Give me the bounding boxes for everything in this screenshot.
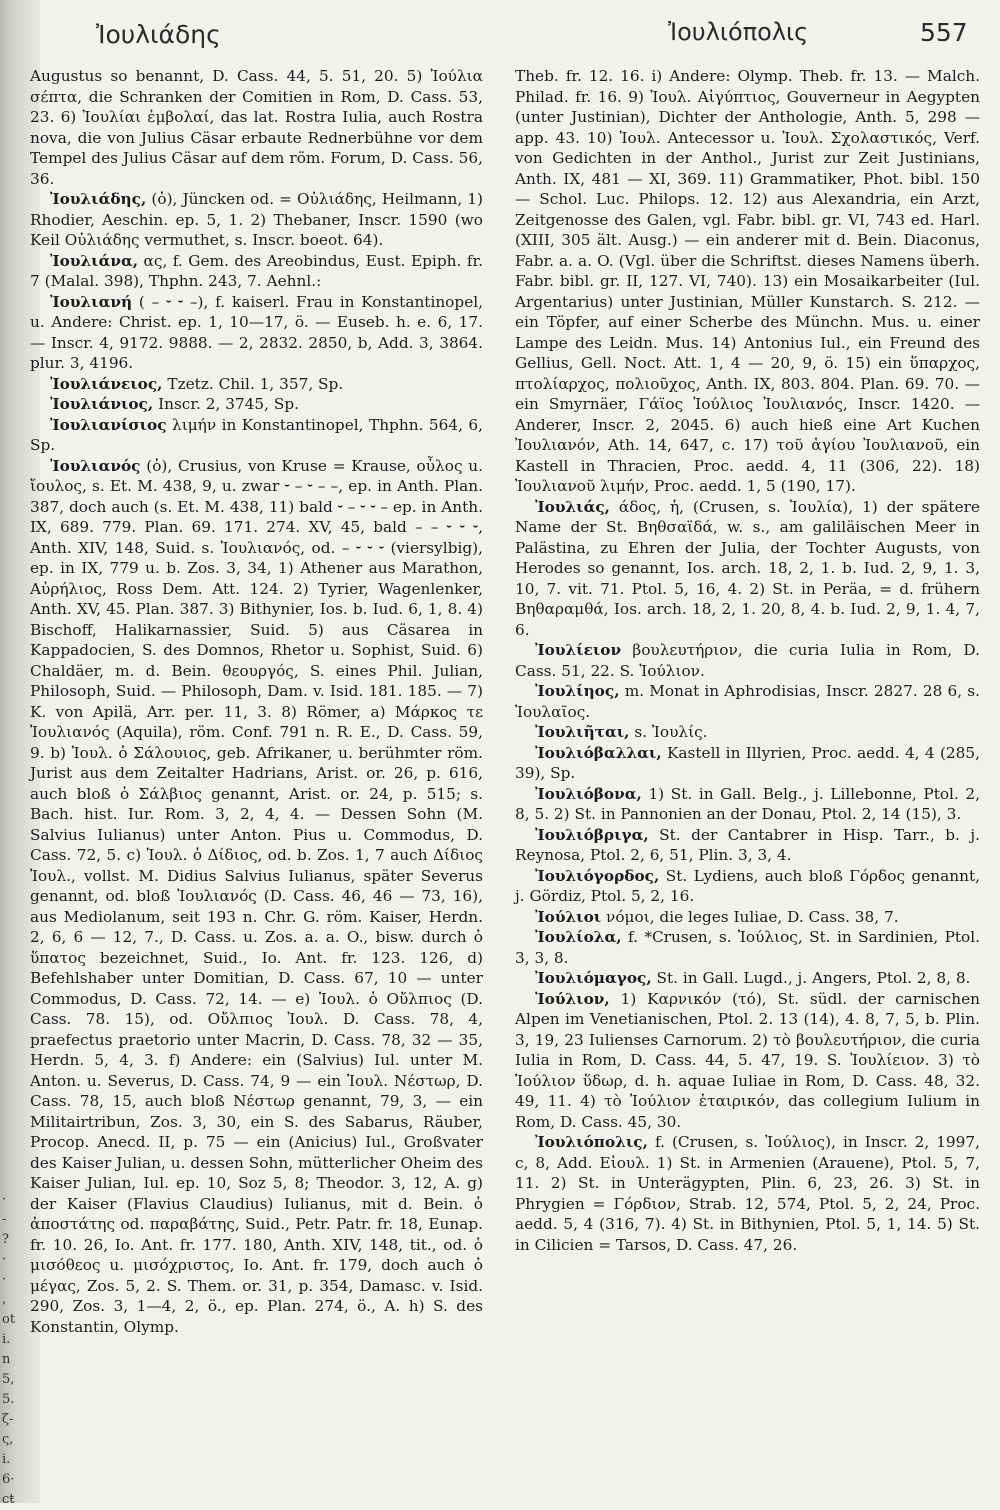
dictionary-entry <box>515 1132 980 1255</box>
entry-headword: Ἰουλιόβαλλαι, <box>535 743 662 762</box>
entry-body: s. Ἰουλίς. <box>629 723 708 741</box>
entry-body: St. der Cantabrer in Hisp. Tarr., b. j. Reynosa, Ptol. 2, 6, 51, Plin. 3, 3, 4. <box>515 825 980 864</box>
gutter-mark: , <box>2 1292 7 1307</box>
entry-headword: Ἰουλιόμαγος, <box>535 969 652 987</box>
dictionary-entry <box>515 681 980 722</box>
gutter-mark: ς, <box>2 1432 14 1447</box>
dictionary-entry <box>515 497 980 641</box>
dictionary-entry <box>515 640 980 681</box>
entry-headword: Ἰουλιανή <box>50 292 133 311</box>
dictionary-entry <box>515 784 980 825</box>
dictionary-entry <box>515 722 980 743</box>
dictionary-entry <box>30 374 483 395</box>
entry-headword: Ἰουλιάνειος, <box>50 374 163 393</box>
entry-body: St. Lydiens, auch bloß Γόρδος genannt, j. Gördiz, Ptol. 5, 2, 16. <box>515 866 980 905</box>
entry-body: Augustus so benannt, D. Cass. 44, 5. 51, 20. 5) Ἰούλια σέπτα, die Schranken der Comitien in Rom, D. Cass. 53, 23. 6) Ἰουλίαι ἐμβολαί, das lat. Rostra Iulia, auch Rostra nova, die von Julius Cäsar erbaute Rednerbühne vor dem Tempel des Julius Cäsar auf dem röm. Forum, D. Cass. 56, 36. <box>30 67 483 188</box>
entry-headword: Ἰουλιάνιος, <box>50 395 154 413</box>
entry-headword: Ἰουλιόγορδος, <box>535 866 660 885</box>
entry-body: λιμήν in Konstantinopel, Thphn. 564, 6, Sp. <box>30 415 483 454</box>
right-guideword: Ἰουλιόπολις <box>668 18 809 46</box>
gutter-mark: 5. <box>2 1392 15 1407</box>
dictionary-entry <box>515 927 980 968</box>
entry-headword: Ἰουλίειον <box>535 641 622 659</box>
gutter-mark: ot <box>2 1312 16 1327</box>
entry-headword: Ἰουλιανίσιος <box>50 415 167 434</box>
entry-headword: Ἰουλιόβονα, <box>535 784 642 803</box>
gutter-mark: cŧ <box>2 1492 15 1507</box>
entry-body: Inscr. 2, 3745, Sp. <box>153 395 299 413</box>
entry-body: νόμοι, die leges Iuliae, D. Cass. 38, 7. <box>601 907 899 926</box>
gutter-mark: n <box>2 1352 11 1367</box>
dictionary-entry <box>515 743 980 784</box>
page-number: 557 <box>920 18 968 47</box>
gutter-mark: · <box>2 1192 7 1207</box>
entry-body: m. Monat in Aphrodisias, Inscr. 2827. 28 6, s. Ἰουλαῖος. <box>515 682 980 721</box>
entry-headword: Ἰουλιόπολις, <box>535 1133 648 1151</box>
entry-body: ( – ⏑ ⏑ –), f. kaiserl. Frau in Konstantinopel, u. Andere: Christ. ep. 1, 10—17, ö. — Euseb. h. e. 6, 17. — Inscr. 4, 9172. 9888. — 2, 2832. 2850, b, Add. 3, 3864. plur. 3, 4196. <box>30 292 483 372</box>
dictionary-entry <box>30 456 483 1338</box>
entry-headword: Ἰουλιάνα, <box>50 251 139 270</box>
gutter-mark: 5, <box>2 1372 15 1387</box>
dictionary-entry <box>30 189 483 251</box>
entry-body: f. (Crusen, s. Ἰούλιος), in Inscr. 2, 1997, c, 8, Add. Εἰουλ. 1) St. in Armenien (Arauene), Ptol. 5, 7, 11. 2) St. in Unterägypten, Plin. 6, 23, 26. 3) St. in Phrygien = Γόρδιον, Strab. 12, 574, Ptol. 5, 2, 24, Proc. aedd. 5, 4 (316, 7). 4) St. in Bithynien, Ptol. 5, 1, 14. 5) St. in Cilicien = Tarsos, D. Cass. 47, 26. <box>515 1133 980 1254</box>
entry-body: 1) Καρνικόν (τό), St. südl. der carnischen Alpen im Venetianischen, Ptol. 2. 13 (14), 4. 8, 7, 5, b. Plin. 3, 19, 23 Iulienses Carnorum. 2) τὸ βουλευτήριον, die curia Iulia in Rom, D. Cass. 44, 5. 47, 19. S. Ἰουλίειον. 3) τὸ Ἰούλιον ὕδωρ, d. h. aquae Iuliae in Rom, D. Cass. 48, 32. 49, 11. 4) τὸ Ἰούλιον ἑταιρικόν, das collegium Iulium in Rom, D. Cass. 45, 30. <box>515 989 980 1131</box>
entry-headword: Ἰουλιῆται, <box>535 723 630 741</box>
dictionary-entry <box>515 825 980 866</box>
gutter-mark: ζ- <box>2 1412 14 1427</box>
dictionary-entry <box>515 989 980 1133</box>
previous-page-bleed-text <box>2 1190 16 1510</box>
entry-body: ας, f. Gem. des Areobindus, Eust. Epiph. fr. 7 (Malal. 398), Thphn. 243, 7. Aehnl.: <box>30 251 483 290</box>
dictionary-entry <box>515 66 980 497</box>
gutter-mark: i. <box>2 1452 11 1467</box>
entry-body: (ὁ), Crusius, von Kruse = Krause, οὖλος u. ἴουλος, s. Et. M. 438, 9, u. zwar ⏑ – ⏑ – –, ep. in Anth. Plan. 387, doch auch (s. Et. M. 438, 11) bald ⏑ – ⏑ ⏑ – ep. in Anth. IX, 689. 779. Plan. 69. 171. 274. XV, 45, bald – – ⏑ ⏑ ⏑, Anth. XIV, 148, Suid. s. Ἰουλιανός, od. – ⏑ ⏑ ⏑ (viersylbig), ep. in IX, 779 u. b. Zos. 3, 34, 1) Athener aus Marathon, Αὐρήλιος, Ross Dem. Att. 124. 2) Tyrier, Wagenlenker, Anth. XV, 45. Plan. 387. 3) Bithynier, Ios. b. Iud. 6, 1, 8. 4) Bischoff, Halikarnassier, Suid. 5) aus Cäsarea in Kappadocien, S. des Domnos, Rhetor u. Sophist, Suid. 6) Chaldäer, m. d. Bein. θεουργός, S. eines Phil. Julian, Philosoph, Suid. — Philosoph, Dam. v. Isid. 181. 185. — 7) K. von Apilä, Arr. per. 11, 3. 8) Römer, a) Μάρκος τε Ἰουλιανός (Aquila), röm. Conf. 791 n. R. E., D. Cass. 59, 9. b) Ἰουλ. ὁ Σάλουιος, geb. Afrikaner, u. berühmter röm. Jurist aus dem Zeitalter Hadrians, Arist. or. 26, p. 616, auch bloß ὁ Σάλβιος genannt, Arist. or. 24, p. 515; s. Bach. hist. Iur. Rom. 3, 2, 4, 4. — Dessen Sohn (M. Salvius Iulianus) unter Anton. Pius u. Commodus, D. Cass. 72, 5. c) Ἰουλ. ὁ Δίδιος, od. b. Zos. 1, 7 auch Δίδιος Ἰουλ., vollst. M. Didius Salvius Iulianus, später Severus genannt, od. bloß Ἰουλιανός (D. Cass. 46, 46 — 73, 16), aus Mediolanum, seit 193 n. Chr. G. röm. Kaiser, Herdn. 2, 6, 6 — 12, 7., D. Cass. u. Zos. a. a. O., bisw. durch ὁ ὕπατος bezeichnet, Suid., Io. Ant. fr. 123. 126, d) Befehlshaber unter Domitian, D. Cass. 67, 10 — unter Commodus, D. Cass. 72, 14. — e) Ἰουλ. ὁ Οὔλπιος (D. Cass. 78. 15), od. Οὔλπιος Ἰουλ. D. Cass. 78, 4, praefectus praetorio unter Macrin, D. Cass. 78, 32 — 35, Herdn. 5, 4, 3. f) Andere: ein (Salvius) Iul. unter M. Anton. u. Severus, D. Cass. 74, 9 — ein Ἰουλ. Νέστωρ, D. Cass. 78, 15, auch bloß Νέστωρ genannt, 79, 3, — ein Militairtribun, Zos. 3, 30, ein S. des Sabarus, Räuber, Procop. Anecd. II, p. 75 — ein (Anicius) Iul., Großvater des Kaiser Julian, u. dessen Sohn, mütterlicher Oheim des Kaiser Julian, Iul. ep. 10, Soz 5, 8; Theodor. 3, 12, A. g) der Kaiser (Flavius Claudius) Iulianus, mit d. Bein. ὁ ἀποστάτης od. παραβάτης, Suid., Petr. Patr. fr. 18, Eunap. fr. 10. 26, Io. Ant. fr. 177. 180, Anth. XIV, 148, tit., od. ὁ μισόθεος u. μισόχριστος, Io. Ant. fr. 179, doch auch ὁ μέγας, Zos. 5, 2. S. Them. or. 31, p. 354, Damasc. v. Isid. 290, Zos. 3, 1—4, 2, ö., ep. Plan. 274, ö., A. h) S. des Konstantin, Olymp. <box>30 456 483 1336</box>
gutter-mark: · <box>2 1252 7 1267</box>
entry-body: Tzetz. Chil. 1, 357, Sp. <box>162 374 344 393</box>
entry-headword: Ἰουλιάδης, <box>50 190 147 208</box>
entry-body: βουλευτήριον, die curia Iulia in Rom, D. Cass. 51, 22. S. Ἰούλιον. <box>515 641 980 680</box>
entry-headword: Ἰουλίολα, <box>535 928 622 946</box>
entry-headword: Ἰουλίηος, <box>535 682 620 700</box>
dictionary-entry <box>30 394 483 415</box>
entry-headword: Ἰουλιανός <box>50 456 141 475</box>
right-column <box>515 66 980 1255</box>
dictionary-entry <box>515 907 980 928</box>
gutter-mark: ? <box>2 1232 9 1247</box>
entry-body: Theb. fr. 12. 16. i) Andere: Olymp. Theb. fr. 13. — Malch. Philad. fr. 16. 9) Ἰουλ. Αἰγύπτιος, Gouverneur in Aegypten (unter Justinian), Dichter der Anthologie, Anth. 5, 298 — app. 43. 10) Ἰουλ. Antecessor u. Ἰουλ. Σχολαστικός, Verf. von Gedichten in der Anthol., Jurist zur Zeit Justinians, Anth. IX, 481 — XI, 369. 11) Grammatiker, Phot. bibl. 150 — Schol. Luc. Philops. 12. 12) aus Alexandria, ein Arzt, Zeitgenosse des Galen, vgl. Fabr. bibl. gr. VI, 743 ed. Harl. (XIII, 305 ält. Ausg.) — ein anderer mit d. Bein. Diaconus, Fabr. a. a. O. (Vgl. über die Schriftst. dieses Namens überh. Fabr. bibl. gr. II, 127. VI, 740). 13) ein Mosaikarbeiter (Iul. Argentarius) unter Justinian, Müller Kunstarch. S. 212. — ein Töpfer, auf einer Scherbe des Münchn. Mus. u. einer Lampe des Leidn. Mus. 14) Antonius Iul., ein Freund des Gellius, Gell. Noct. Att. 1, 4 — 20, 9, ö. 15) ein ὕπαρχος, πτολίαρχος, πολιοῦχος, Anth. IX, 803. 804. Plan. 69. 70. — ein Smyrnäer, Γάϊος Ἰούλιος Ἰουλιανός, Inscr. 1420. — Anderer, Inscr. 2, 2045. 6) auch hieß eine Art Kuchen Ἰουλιανόν, Ath. 14, 647, c. 17) τοῦ ἁγίου Ἰουλιανοῦ, ein Kastell in Thracien, Proc. aedd. 4, 11 (306, 22). 18) Ἰουλιανοῦ λιμήν, Proc. aedd. 1, 5 (190, 17). <box>515 67 980 495</box>
dictionary-entry <box>30 66 483 189</box>
dictionary-entry <box>30 292 483 374</box>
entry-body: Kastell in Illyrien, Proc. aedd. 4, 4 (285, 39), Sp. <box>515 743 980 782</box>
entry-headword: Ἰούλιον, <box>535 989 610 1008</box>
dictionary-entry <box>515 968 980 989</box>
page-header <box>0 18 1000 58</box>
dictionary-entry <box>30 251 483 292</box>
entry-body: (ὁ), Jüncken od. = Οὐλιάδης, Heilmann, 1) Rhodier, Aeschin. ep. 5, 1. 2) Thebaner, Inscr. 1590 (wo Keil Οὐλιάδης vermuthet, s. Inscr. boeot. 64). <box>30 190 483 249</box>
entry-headword: Ἰουλιόβριγα, <box>535 825 649 844</box>
dictionary-entry <box>30 415 483 456</box>
gutter-mark: 6· <box>2 1472 15 1487</box>
entry-headword: Ἰούλιοι <box>535 907 602 926</box>
gutter-mark: i. <box>2 1332 11 1347</box>
dictionary-entry <box>515 866 980 907</box>
entry-headword: Ἰουλιάς, <box>535 497 610 516</box>
left-column <box>30 66 483 1337</box>
entry-body: f. *Crusen, s. Ἰούλιος, St. in Sardinien, Ptol. 3, 3, 8. <box>515 928 980 967</box>
left-guideword: Ἰουλιάδης <box>96 20 221 49</box>
entry-body: St. in Gall. Lugd., j. Angers, Ptol. 2, 8, 8. <box>651 969 971 987</box>
entry-body: 1) St. in Gall. Belg., j. Lillebonne, Ptol. 2, 8, 5. 2) St. in Pannonien an der Donau, Ptol. 2, 14 (15), 3. <box>515 784 980 823</box>
gutter-mark: · <box>2 1272 7 1287</box>
entry-body: άδος, ἡ, (Crusen, s. Ἰουλία), 1) der spätere Name der St. Βηθσαϊδά, w. s., am galiläischen Meer in Palästina, zu Ehren der Julia, der Tochter Augusts, von Herodes so genannt, Ios. arch. 18, 2, 1. b. Iud. 2, 9, 1. 3, 10, 7. vit. 71. Ptol. 5, 16, 4. 2) St. in Peräa, = d. frühern Βηθαραμθά, Ios. arch. 18, 2, 1. 20, 8, 4. b. Iud. 2, 9, 1. 4, 7, 6. <box>515 497 980 639</box>
gutter-mark: - <box>2 1212 7 1227</box>
